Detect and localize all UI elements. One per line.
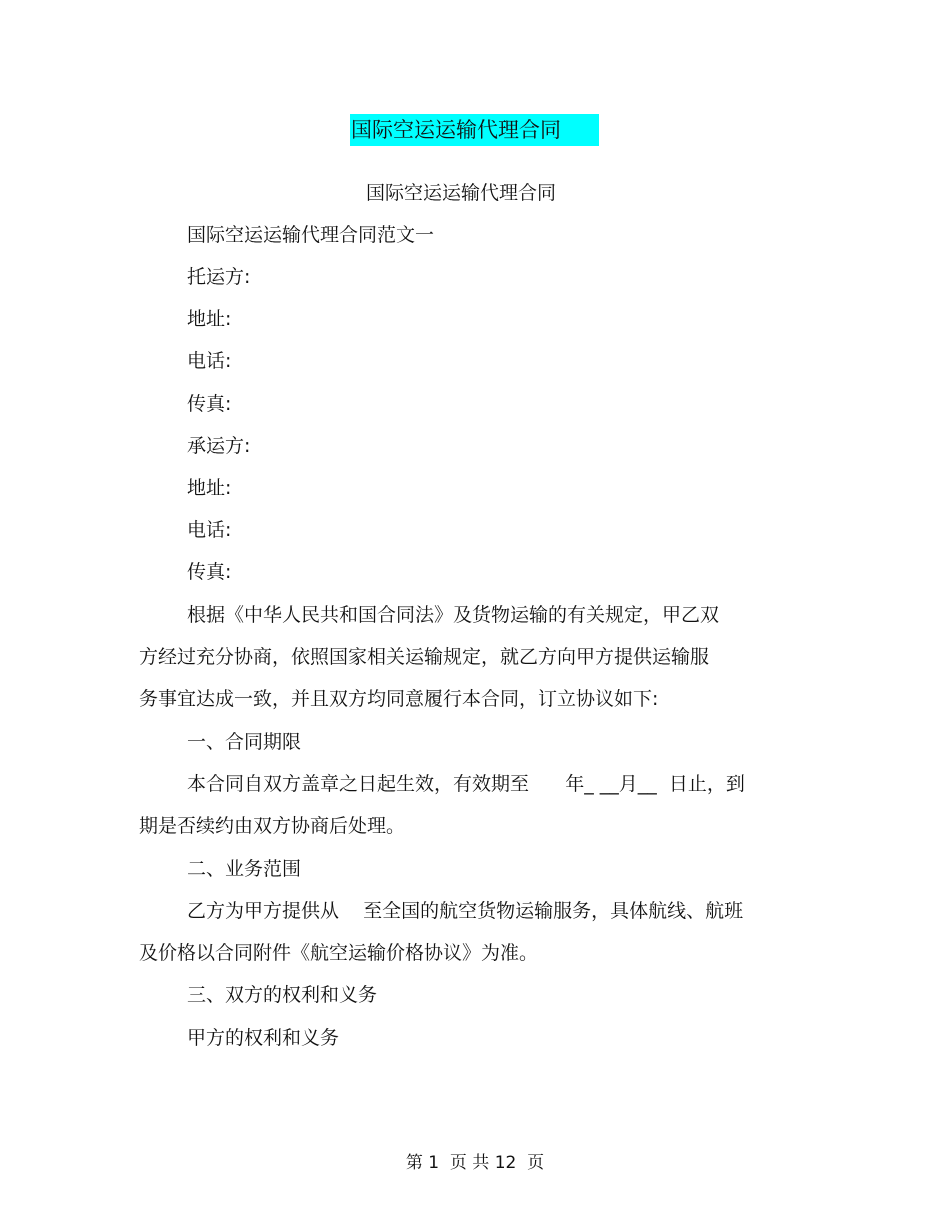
section-heading: 一、合同期限 [187, 731, 302, 753]
section-heading: 三、双方的权利和义务 [187, 984, 378, 1006]
body-line: 及价格以合同附件《航空运输价格协议》为准。 [139, 942, 539, 964]
body-line: 方经过充分协商，依照国家相关运输规定，就乙方向甲方提供运输服 [139, 646, 710, 668]
body-line: 托运方: [187, 266, 251, 288]
body-line: 电话: [187, 350, 232, 372]
document-subtitle: 国际空运运输代理合同 [366, 182, 557, 204]
body-line: 乙方为甲方提供从 至全国的航空货物运输服务，具体航线、航班 [187, 900, 744, 922]
body-line: 务事宜达成一致，并且双方均同意履行本合同，订立协议如下: [139, 688, 659, 710]
body-line: 传真: [187, 393, 232, 415]
body-line: 期是否续约由双方协商后处理。 [139, 815, 406, 837]
body-line: 地址: [187, 477, 232, 499]
body-line: 国际空运运输代理合同范文一 [187, 224, 435, 246]
body-line: 本合同自双方盖章之日起生效，有效期至 年_ __月__ 日止，到 [187, 773, 745, 795]
body-line: 电话: [187, 519, 232, 541]
body-line: 传真: [187, 561, 232, 583]
body-line: 甲方的权利和义务 [187, 1027, 340, 1049]
section-heading: 二、业务范围 [187, 858, 302, 880]
page-footer: 第 1 页 共 12 页 [405, 1153, 545, 1173]
document-title: 国际空运运输代理合同 [350, 114, 599, 146]
body-line: 地址: [187, 308, 232, 330]
body-line: 承运方: [187, 435, 251, 457]
body-line: 根据《中华人民共和国合同法》及货物运输的有关规定，甲乙双 [187, 604, 720, 626]
